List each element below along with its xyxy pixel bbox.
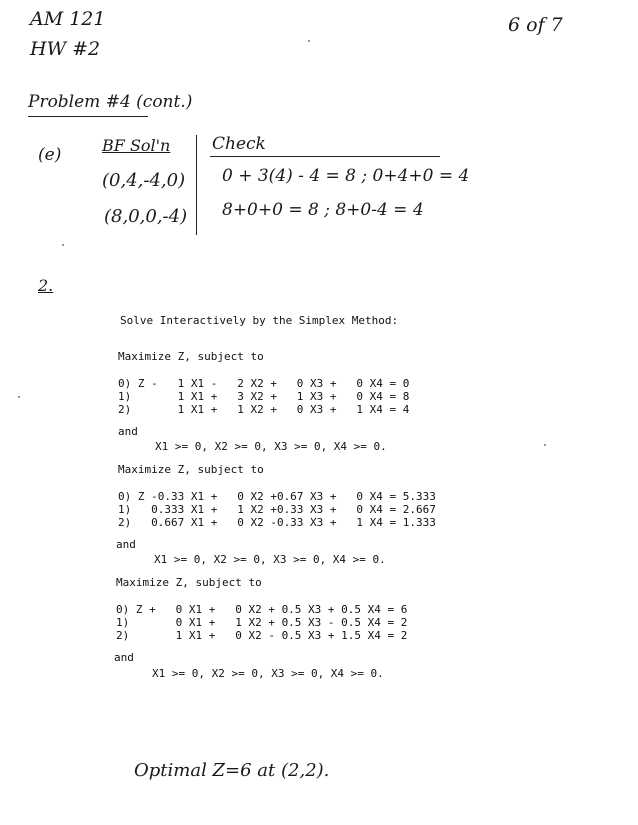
part-label: (e) <box>38 145 62 165</box>
printout-heading: Solve Interactively by the Simplex Method: <box>120 314 399 327</box>
tableau-3-title: Maximize Z, subject to <box>116 576 262 589</box>
table-row-2-solution: (8,0,0,-4) <box>104 206 188 227</box>
tableau-3-nonneg: X1 >= 0, X2 >= 0, X3 >= 0, X4 >= 0. <box>152 667 384 680</box>
tableau-1-nonneg: X1 >= 0, X2 >= 0, X3 >= 0, X4 >= 0. <box>155 440 387 453</box>
scan-speck <box>544 444 546 446</box>
conclusion-note: Optimal Z=6 at (2,2). <box>134 760 330 781</box>
table-divider <box>196 135 197 235</box>
tableau-1-row-0: 0) Z - 1 X1 - 2 X2 + 0 X3 + 0 X4 = 0 <box>118 377 410 390</box>
section-2-label: 2. <box>38 276 54 295</box>
course-label: AM 121 <box>30 8 106 30</box>
tableau-3-and: and <box>114 651 134 664</box>
tableau-2-title: Maximize Z, subject to <box>118 463 264 476</box>
tableau-2-row-2: 2) 0.667 X1 + 0 X2 -0.33 X3 + 1 X4 = 1.333 <box>118 516 436 529</box>
table-row-1-check: 0 + 3(4) - 4 = 8 ; 0+4+0 = 4 <box>222 166 470 186</box>
tableau-2-row-1: 1) 0.333 X1 + 1 X2 +0.33 X3 + 0 X4 = 2.667 <box>118 503 436 516</box>
page-counter: 6 of 7 <box>508 14 563 36</box>
table-header-check: Check <box>212 134 266 154</box>
table-header-solution: BF Sol'n <box>102 136 171 155</box>
tableau-3-row-2: 2) 1 X1 + 0 X2 - 0.5 X3 + 1.5 X4 = 2 <box>116 629 408 642</box>
tableau-3-row-1: 1) 0 X1 + 1 X2 + 0.5 X3 - 0.5 X4 = 2 <box>116 616 408 629</box>
tableau-3-row-0: 0) Z + 0 X1 + 0 X2 + 0.5 X3 + 0.5 X4 = 6 <box>116 603 408 616</box>
tableau-2-nonneg: X1 >= 0, X2 >= 0, X3 >= 0, X4 >= 0. <box>154 553 386 566</box>
problem-title: Problem #4 (cont.) <box>28 92 193 112</box>
scan-speck <box>62 244 64 246</box>
table-row-2-check: 8+0+0 = 8 ; 8+0-4 = 4 <box>222 200 424 220</box>
tableau-2-row-0: 0) Z -0.33 X1 + 0 X2 +0.67 X3 + 0 X4 = 5.333 <box>118 490 436 503</box>
tableau-2-and: and <box>116 538 136 551</box>
tableau-1-and: and <box>118 425 138 438</box>
problem-title-underline <box>28 116 148 117</box>
scan-speck <box>18 396 20 398</box>
scan-speck <box>308 40 310 42</box>
tableau-1-title: Maximize Z, subject to <box>118 350 264 363</box>
tableau-1-row-2: 2) 1 X1 + 1 X2 + 0 X3 + 1 X4 = 4 <box>118 403 410 416</box>
table-row-1-solution: (0,4,-4,0) <box>102 170 186 191</box>
homework-label: HW #2 <box>30 38 101 60</box>
table-header-rule <box>210 156 440 157</box>
tableau-1-row-1: 1) 1 X1 + 3 X2 + 1 X3 + 0 X4 = 8 <box>118 390 410 403</box>
